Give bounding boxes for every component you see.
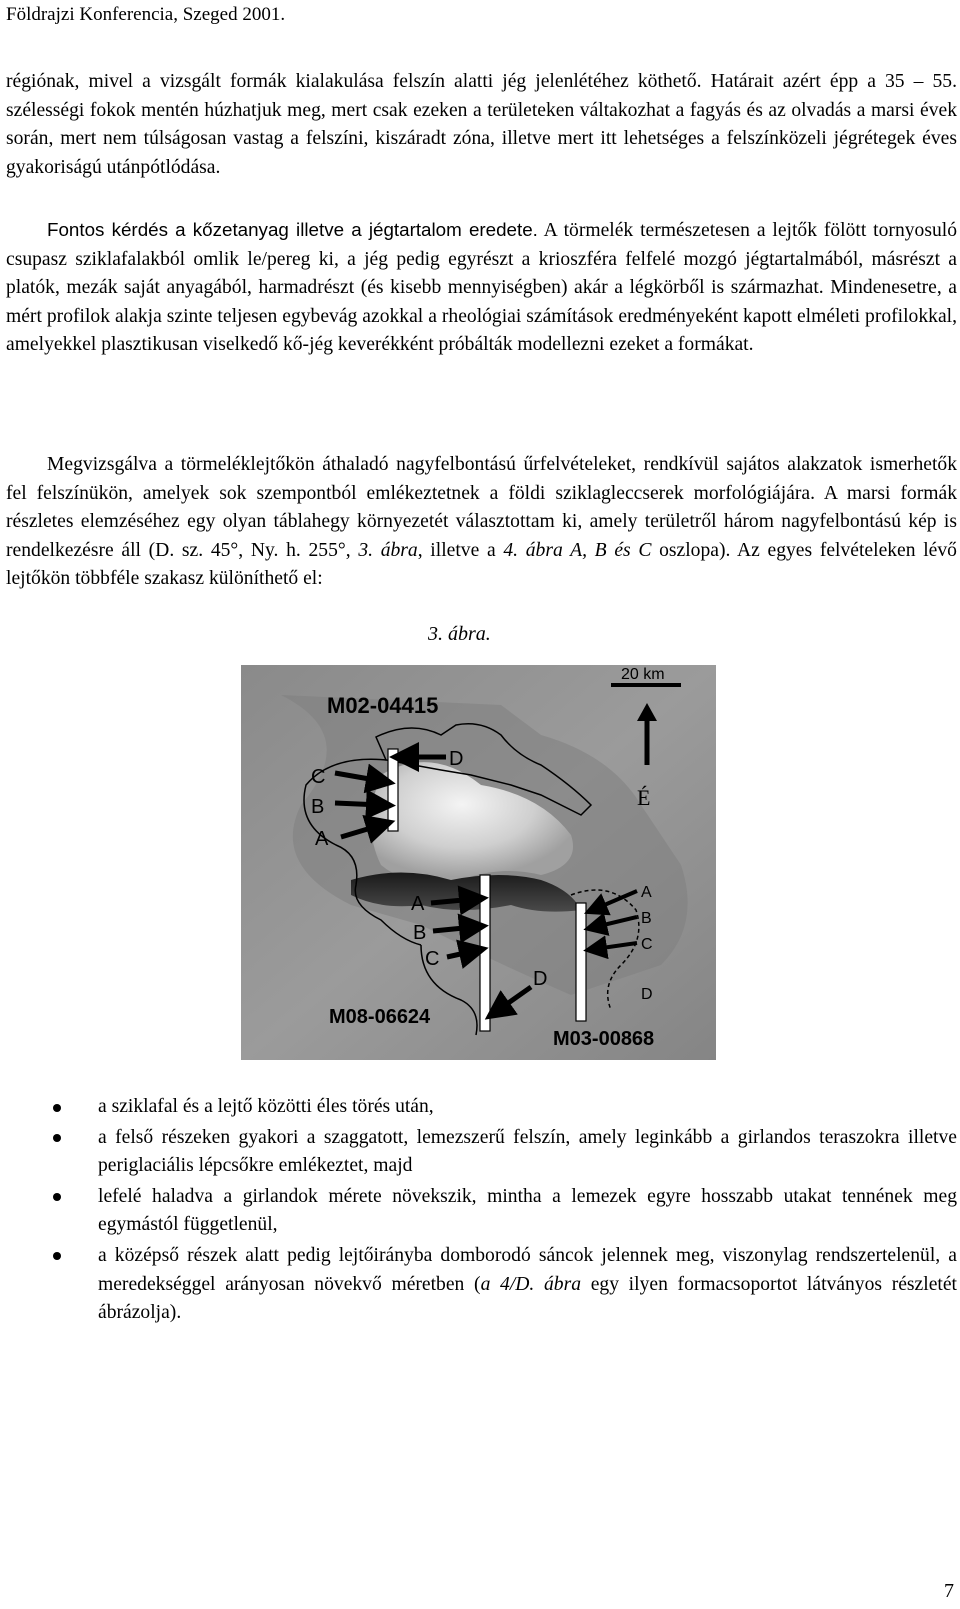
- bullet-icon: [6, 1242, 98, 1271]
- figure-ref-4d: a 4/D. ábra: [480, 1273, 582, 1295]
- north-label: É: [637, 785, 651, 810]
- running-header: Földrajzi Konferencia, Szeged 2001.: [6, 4, 286, 25]
- label-c-right: C: [641, 936, 653, 953]
- scale-bar: [611, 683, 681, 687]
- image-strip-m02: [388, 749, 398, 831]
- bullet-list: [6, 1093, 957, 1330]
- image-id-bottom-right: M03-00868: [553, 1028, 655, 1050]
- label-b-left: B: [311, 796, 325, 818]
- paragraph-1: régiónak, mivel a vizsgált formák kialakulása felszín alatti jég jelenlétéhez köthető. Határait azért épp a 35 – 55. szélességi fokok mentén húzhatjuk meg, mert csak ezeken a területeken váltakozhat a fagyás és az olvadás a marsi évek során, mert nem túlságosan vastag a felszíni, kiszáradt zóna, illetve mert itt lehetséges a felszínközeli jégrétegek éves gyakoriságú utánpótlódása.: [6, 71, 957, 178]
- list-item: a sziklafal és a lejtő közötti éles törés után,: [6, 1093, 957, 1122]
- paragraph-3-part-c: oszlopa). Az egyes felvételeken lévő lejtőkön többféle szakasz különíthető el:: [6, 539, 957, 590]
- figure-ref-3: 3. ábra: [358, 539, 418, 561]
- paragraph-2: [6, 216, 957, 360]
- label-a-mid: A: [411, 893, 425, 915]
- bullet-icon: [6, 1093, 98, 1122]
- paragraph-3-part-a: Megvizsgálva a törmeléklejtőkön áthaladó nagyfelbontású űrfelvételeket, rendkívül sajátos alakzatok ismerhetők fel felszínükön, amelyek sok szempontból emlékeztetnek a földi sziklagleccserek morfológiájára. A marsi formák részletes elemzéséhez egy olyan táblahegy környezetét választottam ki, amely területről három nagyfelbontású kép is rendelkezésre áll (D. sz. 45°, Ny. h. 255°,: [6, 454, 957, 561]
- label-b-mid: B: [413, 922, 427, 944]
- paragraph-2-lead: Fontos kérdés a kőzetanyag illetve a jégtartalom eredete.: [47, 219, 538, 240]
- label-b-right: B: [641, 910, 652, 927]
- image-id-bottom-left: M08-06624: [329, 1006, 431, 1028]
- label-d-mid: D: [533, 968, 548, 990]
- label-c-left: C: [311, 766, 326, 788]
- bullet-icon: [6, 1124, 98, 1153]
- list-item: a felső részeken gyakori a szaggatott, lemezszerű felszín, amely leginkább a girlandos teraszokra illetve periglaciális lépcsőkre emlékeztet, majd: [6, 1124, 957, 1181]
- bullet-icon: [6, 1183, 98, 1212]
- label-d-right: D: [641, 986, 653, 1003]
- paragraph-3-part-b: , illetve a: [417, 539, 504, 561]
- image-id-top: M02-04415: [327, 693, 439, 718]
- label-d-top: D: [449, 748, 464, 770]
- figure-ref-4: 4. ábra A, B és C: [503, 539, 652, 561]
- paragraph-2-body: A törmelék természetesen a lejtők fölött tornyosuló csupasz sziklafalakból omlik le/pereg ki, a jég pedig egyrészt a krioszféra felfelé mozgó jégtartalmából, másrészt a platók, mezák saját anyagából, harmadrészt (és kisebb mennyiségben) akár a légkörből is származhat. Mindenesetre, a mért profilok alakja szinte teljesen egybevág azokkal a rheológiai számítások eredményeként kapott elméleti profilokkal, amelyekkel plasztikusan viselkedő kő-jég keverékként próbálták modellezni ezeket a formákat.: [6, 220, 957, 356]
- list-item: lefelé haladva a girlandok mérete növekszik, mintha a lemezek egyre hosszabb utakat tennének meg egymástól függetlenül,: [6, 1183, 957, 1240]
- image-strip-m03: [576, 903, 586, 1021]
- page-number: 7: [944, 1580, 954, 1602]
- list-item: a középső részek alatt pedig lejtőirányba domborodó sáncok jelennek meg, viszonylag rendszertelenül, a meredekséggel arányosan növekvő méretben (a 4/D. ábra egy ilyen formacsoportot látványos részletét ábrázolja).: [6, 1242, 957, 1328]
- label-a-right: A: [641, 884, 652, 901]
- image-strip-m08: [480, 875, 490, 1031]
- label-c-mid: C: [425, 948, 440, 970]
- paragraph-3: [6, 451, 957, 594]
- satellite-figure: [241, 665, 716, 1060]
- label-a-left: A: [315, 828, 329, 850]
- arrow-b-left-icon: [335, 803, 381, 805]
- scale-label: 20 km: [621, 666, 665, 683]
- figure-caption: 3. ábra.: [428, 623, 491, 645]
